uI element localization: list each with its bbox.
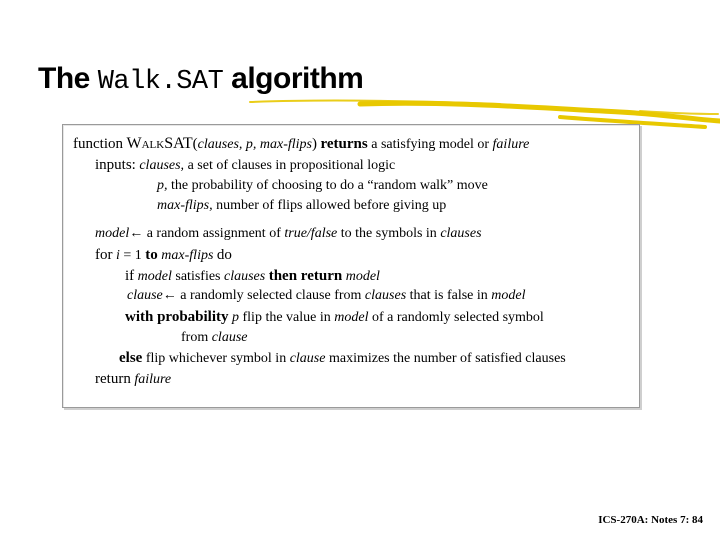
var-clauses: clauses (440, 226, 482, 241)
algo-line-with-probability (125, 307, 544, 328)
var-clauses: clauses (364, 288, 407, 303)
var-model: model (95, 226, 130, 241)
var-i: i (116, 248, 120, 263)
algo-line-input-maxflips (157, 196, 446, 216)
input-maxflips: max-flips, (157, 198, 213, 213)
algorithm-box (62, 124, 640, 408)
flip-text2: of a randomly selected symbol (371, 310, 544, 325)
assign-arrow: ← (129, 226, 144, 241)
algo-line-input-p (157, 176, 488, 196)
kw-do: do (216, 247, 232, 263)
returns-text: a satisfying model or (371, 137, 490, 152)
from-text: from (181, 330, 209, 345)
input-maxflips-desc: number of flips allowed before giving up (216, 198, 447, 213)
returns-failure: failure (492, 137, 530, 152)
algo-line-signature (73, 134, 529, 155)
eq-one: = 1 (123, 248, 142, 263)
kw-to: to (145, 247, 158, 263)
algo-line-clause-select (127, 286, 526, 306)
kw-inputs: inputs: (95, 157, 136, 173)
algo-line-from-clause (181, 328, 247, 348)
open-paren: ( (192, 136, 198, 152)
assign-arrow: ← (162, 288, 177, 303)
model-init-text2: to the symbols in (340, 226, 437, 241)
var-clause: clause (127, 288, 163, 303)
var-clauses: clauses (224, 269, 266, 284)
var-p: p (232, 310, 239, 325)
kw-returns: returns (320, 136, 368, 152)
kw-else: else (119, 350, 143, 366)
input-p-desc: the probability of choosing to do a “random walk” move (171, 178, 488, 193)
kw-with-probability: with probability (125, 309, 229, 325)
var-model: model (137, 269, 172, 284)
true-false: true/false (284, 226, 338, 241)
kw-return: return (95, 371, 131, 387)
input-clauses-desc: a set of clauses in propositional logic (187, 158, 396, 173)
params: clauses, p, max-flips (197, 137, 312, 152)
var-failure: failure (134, 372, 172, 387)
var-model: model (345, 269, 380, 284)
function-name: WalkSAT (126, 135, 193, 152)
input-clauses: clauses, (139, 158, 185, 173)
title-prefix: The (38, 62, 90, 95)
title-suffix: algorithm (231, 62, 364, 95)
clause-select-text: a randomly selected clause from (180, 288, 362, 303)
close-paren: ) (312, 136, 317, 152)
kw-if: if (125, 268, 135, 284)
else-text: flip whichever symbol in (145, 351, 287, 366)
var-maxflips: max-flips (161, 248, 214, 263)
title-code: Walk.SAT (97, 67, 224, 97)
else-text2: maximizes the number of satisfied clauses (328, 351, 566, 366)
algo-line-model-init (95, 224, 482, 244)
clause-select-text2: that is false in (409, 288, 488, 303)
title-highlight-stroke (0, 0, 720, 140)
model-init-text: a random assignment of (146, 226, 281, 241)
kw-function: function (73, 136, 123, 152)
satisfies-text: satisfies (175, 269, 221, 284)
kw-then-return: then return (268, 268, 343, 284)
algo-line-if (125, 266, 380, 287)
algo-line-return-failure (95, 369, 171, 390)
slide-footer: ICS-270A: Notes 7: 84 (598, 514, 703, 526)
var-clause: clause (211, 330, 248, 345)
var-clause: clause (289, 351, 326, 366)
flip-text: flip the value in (242, 310, 331, 325)
var-model: model (334, 310, 369, 325)
algo-line-for (95, 245, 232, 266)
kw-for: for (95, 247, 113, 263)
algo-line-else (119, 348, 566, 369)
input-p: p, (157, 178, 168, 193)
algo-line-inputs (95, 155, 395, 176)
var-model: model (491, 288, 526, 303)
